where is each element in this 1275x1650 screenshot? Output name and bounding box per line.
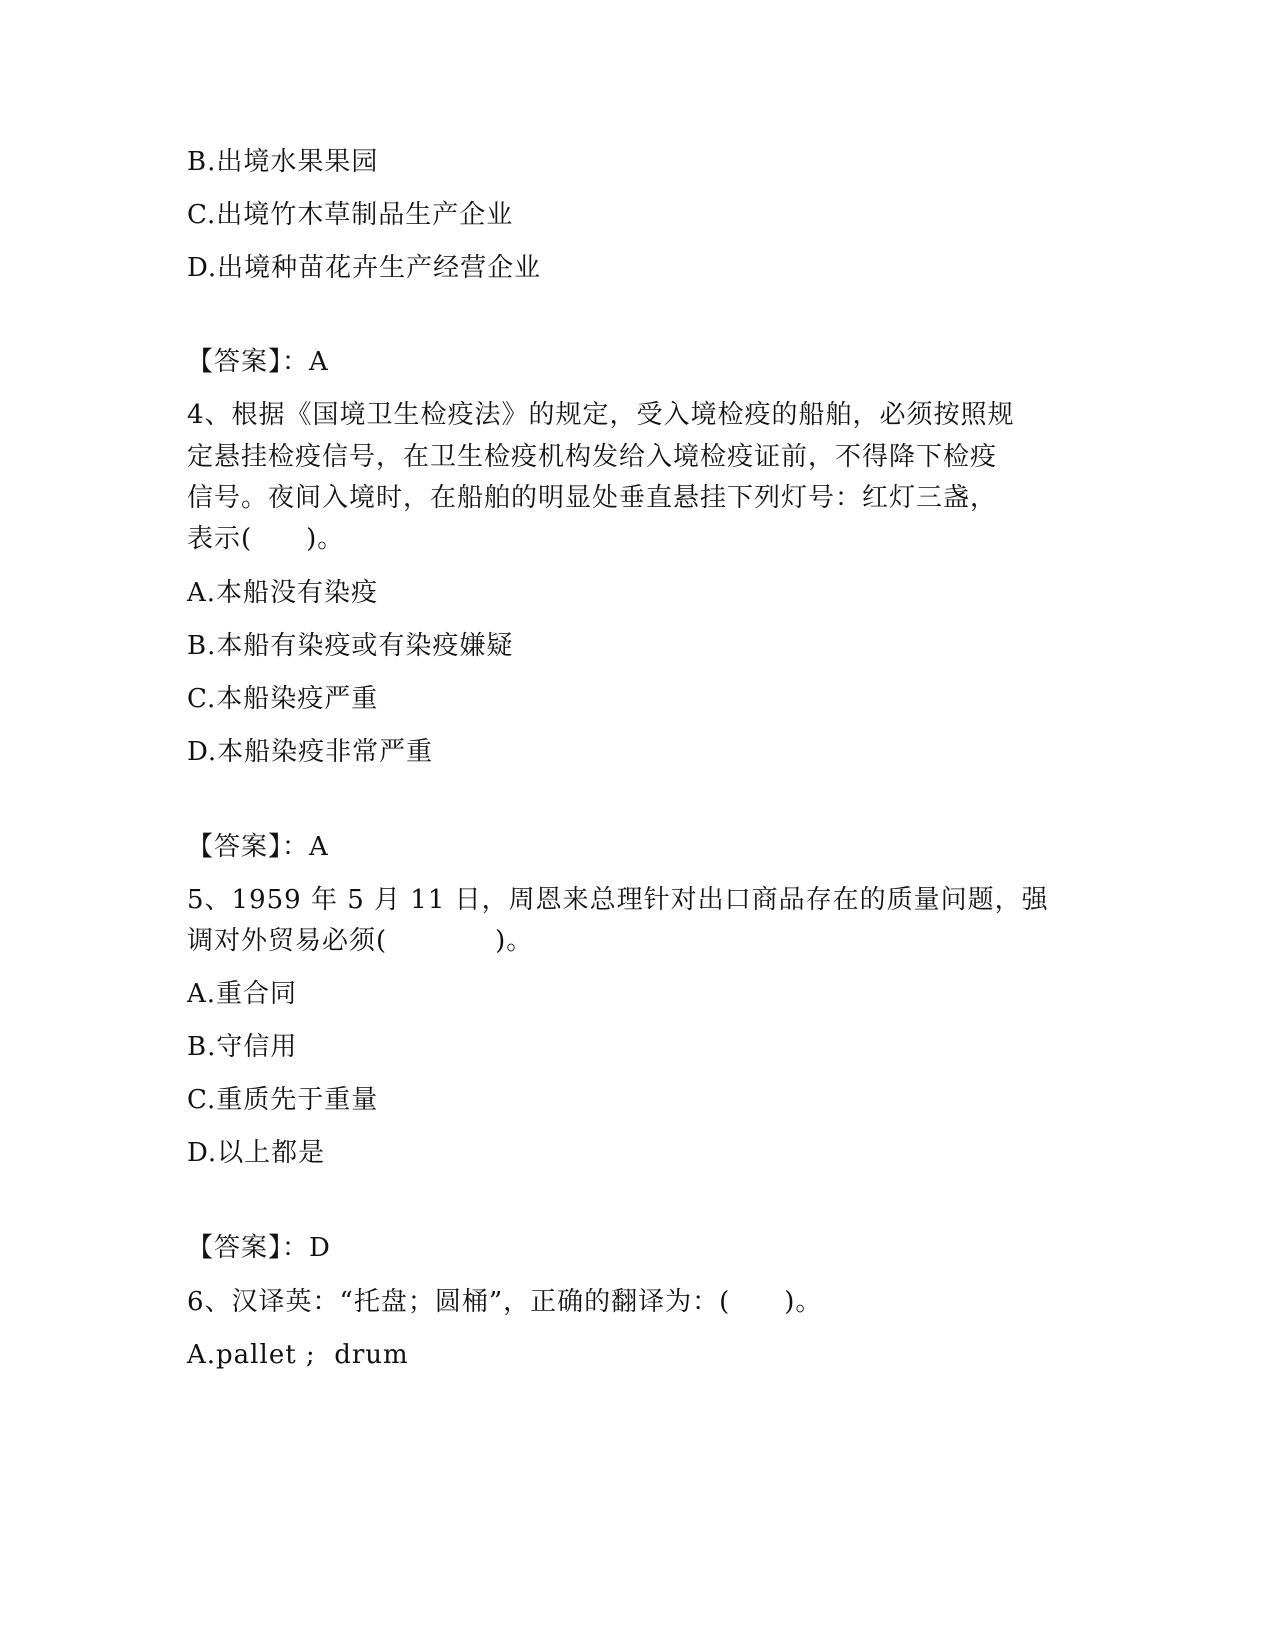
q3-option-b: B.出境水果果园 (187, 147, 379, 177)
q4-option-c: C.本船染疫严重 (187, 684, 379, 714)
q4-option-d: D.本船染疫非常严重 (187, 737, 434, 767)
q4-stem-line-4: 表示( )。 (187, 524, 345, 554)
q4-stem-line-2: 定悬挂检疫信号，在卫生检疫机构发给入境检疫证前，不得降下检疫 (187, 442, 998, 472)
q6-stem-line-1: 6、汉译英：“托盘；圆桶”，正确的翻译为：( )。 (187, 1287, 823, 1317)
q5-option-c: C.重质先于重量 (187, 1085, 379, 1115)
q3-answer: 【答案】：A (187, 347, 329, 377)
q5-stem-line-1: 5、1959 年 5 月 11 日，周恩来总理针对出口商品存在的质量问题，强 (187, 885, 1049, 915)
q4-answer: 【答案】：A (187, 832, 329, 862)
q3-option-d: D.出境种苗花卉生产经营企业 (187, 253, 542, 283)
q4-stem-line-1: 4、根据《国境卫生检疫法》的规定，受入境检疫的船舶，必须按照规 (187, 400, 1015, 430)
q4-option-a: A.本船没有染疫 (187, 578, 379, 608)
q5-option-b: B.守信用 (187, 1032, 298, 1062)
q5-option-a: A.重合同 (187, 979, 298, 1009)
q3-option-c: C.出境竹木草制品生产企业 (187, 200, 514, 230)
q6-option-a: A.pallet ; drum (187, 1340, 409, 1370)
q5-answer: 【答案】：D (187, 1233, 331, 1263)
q4-option-b: B.本船有染疫或有染疫嫌疑 (187, 631, 514, 661)
q5-option-d: D.以上都是 (187, 1138, 326, 1168)
q4-stem-line-3: 信号。夜间入境时，在船舶的明显处垂直悬挂下列灯号：红灯三盏， (187, 483, 998, 513)
q5-stem-line-2: 调对外贸易必须( )。 (187, 926, 534, 956)
